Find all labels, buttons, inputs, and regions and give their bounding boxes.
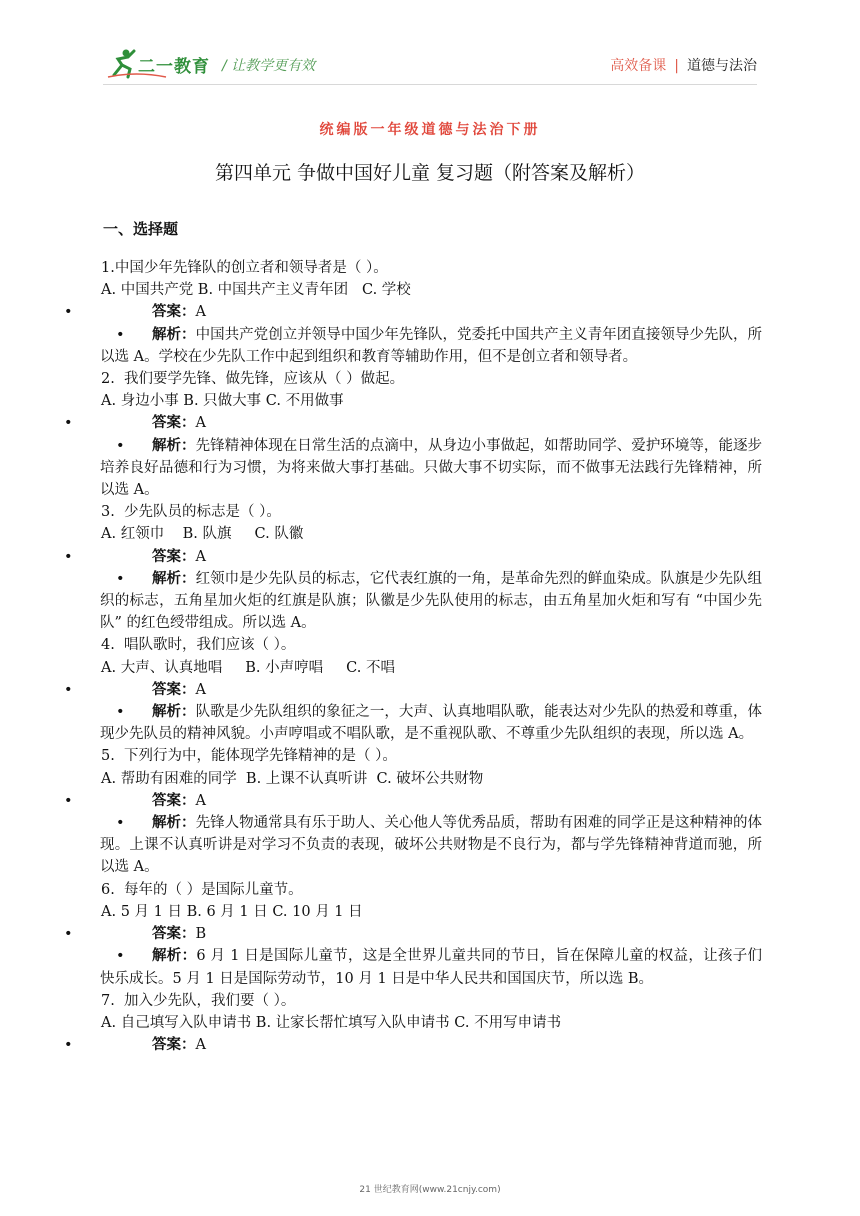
logo-text: 二一教育 bbox=[138, 57, 210, 77]
header-subject: 道德与法治 bbox=[687, 58, 757, 74]
answer-line bbox=[100, 1034, 762, 1056]
question-options: A. 红领巾 B. 队旗 C. 队徽 bbox=[101, 526, 304, 543]
answer-line bbox=[100, 790, 762, 812]
question-text: 2. 我们要学先锋、做先锋，应该从（ ）做起。 bbox=[101, 371, 405, 388]
answer-line bbox=[100, 923, 762, 945]
answer-label: 答案： bbox=[152, 548, 196, 565]
answer-value: A bbox=[195, 548, 206, 565]
explain-label: 解析： bbox=[152, 570, 196, 587]
answer-value: B bbox=[195, 926, 207, 943]
doc-title: 第四单元 争做中国好儿童 复习题（附答案及解析） bbox=[214, 162, 646, 184]
question-text: 7. 加入少先队，我们要（ ）。 bbox=[101, 992, 296, 1009]
header-separator: | bbox=[674, 58, 679, 74]
answer-value: A bbox=[195, 304, 206, 321]
answer-value: A bbox=[195, 792, 206, 809]
slogan: / 让教学更有效 bbox=[222, 58, 316, 74]
question-text: 1.中国少年先锋队的创立者和领导者是（ ）。 bbox=[101, 260, 388, 276]
question-text: 3. 少先队员的标志是（ ）。 bbox=[101, 504, 281, 521]
question-text: 4. 唱队歌时，我们应该（ ）。 bbox=[101, 637, 296, 654]
explanation-text: 中国共产党创立并领导中国少年先锋队，党委托中国共产主义青年团直接领导少先队，所以选 A。学校在少先队工作中起到组织和教育等辅助作用，但不是创立者和领导者。 bbox=[100, 326, 763, 365]
explanation-line bbox=[100, 435, 762, 502]
page-footer: 21 世纪教育网(www.21cnjy.com) bbox=[359, 1185, 501, 1195]
answer-label: 答案： bbox=[152, 1037, 196, 1054]
question-options: A. 中国共产党 B. 中国共产主义青年团 C. 学校 bbox=[101, 282, 411, 299]
explanation-line bbox=[100, 945, 762, 989]
question-options: A. 身边小事 B. 只做大事 C. 不用做事 bbox=[101, 393, 344, 410]
question-list bbox=[100, 257, 762, 1056]
section-heading: 一、选择题 bbox=[103, 220, 179, 238]
explain-label: 解析： bbox=[152, 326, 196, 343]
answer-value: A bbox=[195, 1037, 206, 1054]
explanation-line bbox=[100, 568, 762, 635]
question-text: 6. 每年的（ ）是国际儿童节。 bbox=[101, 881, 303, 898]
answer-label: 答案： bbox=[152, 681, 196, 698]
question-text: 5. 下列行为中，能体现学先锋精神的是（ ）。 bbox=[101, 748, 397, 765]
answer-value: A bbox=[195, 415, 206, 432]
explanation-text: 先锋精神体现在日常生活的点滴中，从身边小事做起，如帮助同学、爱护环境等，能逐步培养良好品德和行为习惯，为将来做大事打基础。只做大事不切实际，而不做事无法践行先锋精神，所以选 A。 bbox=[100, 437, 763, 499]
answer-label: 答案： bbox=[152, 792, 196, 809]
explain-label: 解析： bbox=[152, 437, 196, 454]
answer-label: 答案： bbox=[152, 304, 196, 321]
header-right bbox=[610, 55, 757, 75]
answer-label: 答案： bbox=[152, 415, 196, 432]
explanation-line bbox=[100, 324, 762, 368]
question-options: A. 5 月 1 日 B. 6 月 1 日 C. 10 月 1 日 bbox=[101, 903, 363, 920]
explain-label: 解析： bbox=[152, 948, 197, 965]
explanation-text: 红领巾是少先队员的标志，它代表红旗的一角，是革命先烈的鲜血染成。队旗是少先队组织的标志，五角星加火炬的红旗是队旗；队徽是少先队使用的标志，由五角星加火炬和写有 “中国少先队” 的红色绶带组成。所以选 A。 bbox=[100, 570, 763, 632]
explanation-line bbox=[100, 812, 762, 879]
answer-line bbox=[100, 412, 762, 434]
explanation-text: 先锋人物通常具有乐于助人、关心他人等优秀品质，帮助有困难的同学正是这种精神的体现。上课不认真听讲是对学习不负责的表现，破坏公共财物是不良行为，都与学先锋精神背道而驰，所以选 A。 bbox=[100, 815, 763, 876]
explanation-text: 6 月 1 日是国际儿童节，这是全世界儿童共同的节日，旨在保障儿童的权益，让孩子们快乐成长。5 月 1 日是国际劳动节，10 月 1 日是中华人民共和国国庆节，所以选 B。 bbox=[100, 948, 763, 987]
explanation-text: 队歌是少先队组织的象征之一，大声、认真地唱队歌，能表达对少先队的热爱和尊重，体现少先队员的精神风貌。小声哼唱或不唱队歌，是不重视队歌、不尊重少先队组织的表现，所以选 A。 bbox=[100, 704, 763, 743]
page-header bbox=[0, 0, 860, 90]
question-options: A. 帮助有困难的同学 B. 上课不认真听讲 C. 破坏公共财物 bbox=[101, 770, 484, 787]
explain-label: 解析： bbox=[152, 704, 196, 721]
answer-line bbox=[100, 301, 762, 323]
answer-value: A bbox=[195, 681, 206, 698]
answer-line bbox=[100, 679, 762, 701]
answer-line bbox=[100, 546, 762, 568]
doc-subtitle: 统编版一年级道德与法治下册 bbox=[319, 122, 541, 138]
header-divider bbox=[103, 84, 757, 85]
question-options: A. 大声、认真地唱 B. 小声哼唱 C. 不唱 bbox=[101, 659, 395, 676]
question-options: A. 自己填写入队申请书 B. 让家长帮忙填写入队申请书 C. 不用写申请书 bbox=[101, 1014, 562, 1031]
explanation-line bbox=[100, 701, 762, 745]
explain-label: 解析： bbox=[152, 815, 196, 832]
answer-label: 答案： bbox=[152, 926, 196, 943]
header-tag: 高效备课 bbox=[610, 58, 667, 74]
